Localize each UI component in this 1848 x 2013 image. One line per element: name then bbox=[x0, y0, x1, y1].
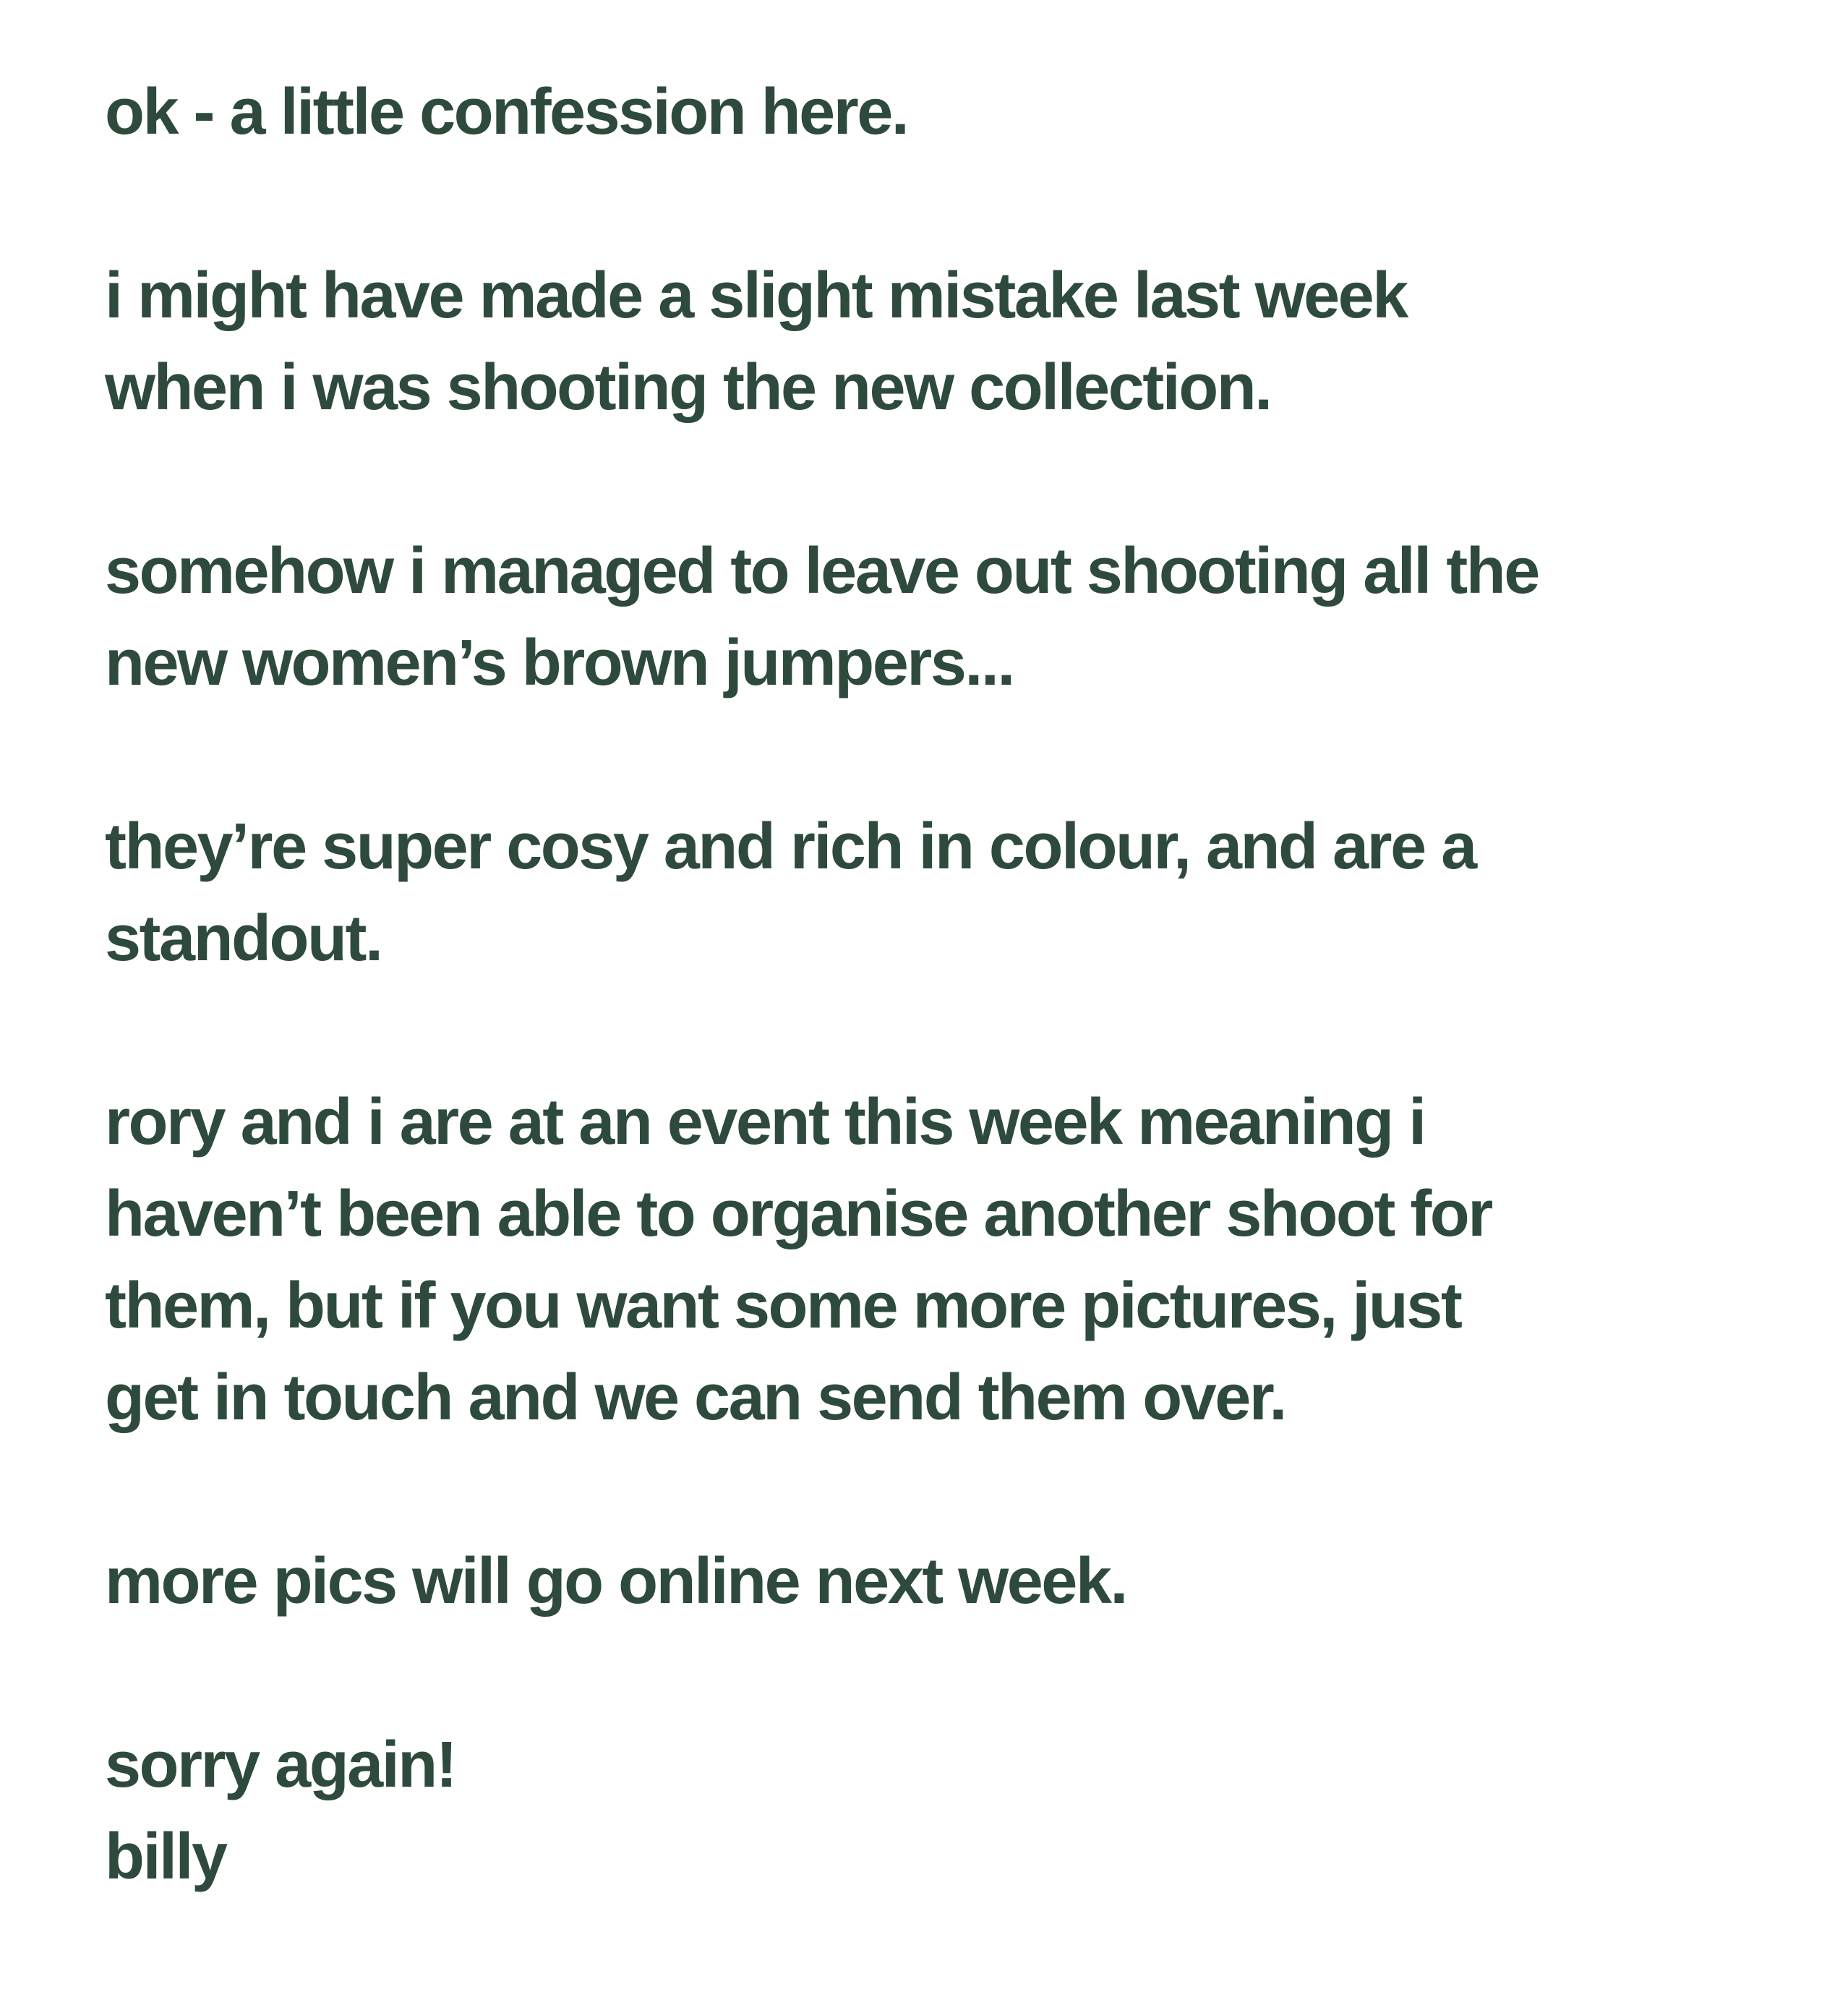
text-line: them, but if you want some more pictures, just bbox=[105, 1270, 1461, 1342]
text-line: get in touch and we can send them over. bbox=[105, 1362, 1286, 1434]
paragraph-signoff bbox=[105, 1719, 1805, 1903]
paragraph-mistake bbox=[105, 250, 1805, 434]
text-line: when i was shooting the new collection. bbox=[105, 351, 1271, 424]
paragraph-confession-intro bbox=[105, 67, 1805, 158]
paragraph-more-pics bbox=[105, 1536, 1805, 1628]
text-line: more pics will go online next week. bbox=[105, 1545, 1126, 1617]
text-line: standout. bbox=[105, 902, 382, 975]
text-line: rory and i are at an event this week meaning i bbox=[105, 1086, 1425, 1158]
paragraph-left-out-jumpers bbox=[105, 526, 1805, 709]
paragraph-jumper-description bbox=[105, 801, 1805, 985]
paragraph-event-explanation bbox=[105, 1077, 1805, 1444]
text-line: haven’t been able to organise another shoot for bbox=[105, 1178, 1492, 1250]
text-line: ok - a little confession here. bbox=[105, 76, 908, 148]
text-line: somehow i managed to leave out shooting all the bbox=[105, 535, 1539, 607]
text-line: i might have made a slight mistake last week bbox=[105, 260, 1407, 332]
signoff-name: billy bbox=[105, 1821, 226, 1893]
text-line: they’re super cosy and rich in colour, and are a bbox=[105, 811, 1476, 883]
text-line: new women’s brown jumpers... bbox=[105, 627, 1014, 699]
signoff-apology: sorry again! bbox=[105, 1729, 456, 1801]
